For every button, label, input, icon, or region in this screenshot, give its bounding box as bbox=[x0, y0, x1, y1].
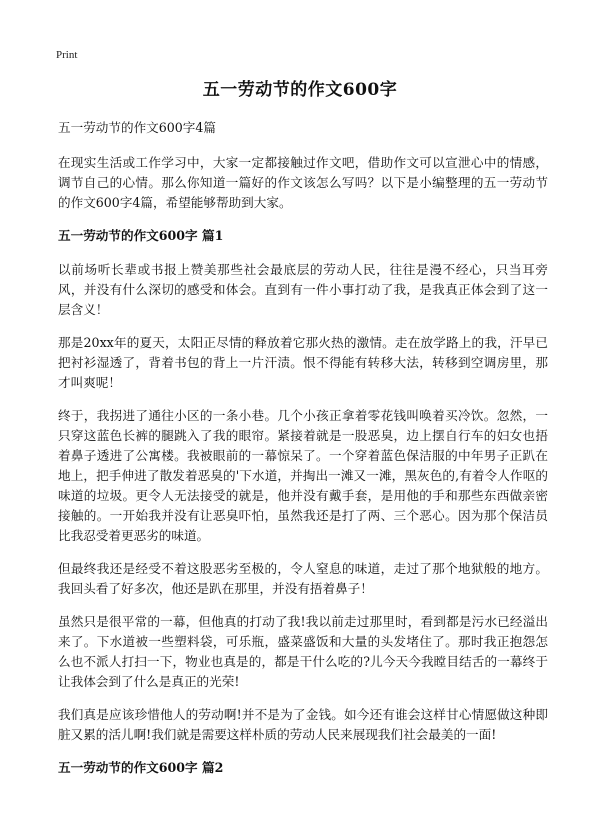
section-heading-1: 五一劳动节的作文600字 篇1 bbox=[58, 228, 224, 243]
page-title: 五一劳动节的作文600字 bbox=[202, 80, 398, 100]
paragraph: 我们真是应该珍惜他人的劳动啊!并不是为了金钱。如今还有谁会这样甘心情愿做这种即脏又累的活儿啊!我们就是需要这样朴质的劳动人民来展现我们社会最美的一面! bbox=[58, 707, 548, 742]
intro-paragraph: 在现实生活或工作学习中，大家一定都接触过作文吧，借助作文可以宣泄心中的情感，调节自己的心情。那么你知道一篇好的作文该怎么写吗？以下是小编整理的五一劳动节的作文600字4篇，希望能够帮助到大家。 bbox=[58, 155, 548, 210]
document-body bbox=[58, 118, 548, 792]
paragraph: 但最终我还是经受不着这股恶劣至极的，令人窒息的味道，走过了那个地狱般的地方。我回头看了好多次，他还是趴在那里，并没有捂着鼻子！ bbox=[58, 561, 548, 596]
print-link[interactable]: Print bbox=[56, 49, 78, 61]
paragraph: 虽然只是很平常的一幕，但他真的打动了我!我以前走过那里时，看到都是污水已经溢出来了。下水道被一些塑料袋，可乐瓶，盛菜盛饭和大量的头发堵住了。那时我正抱怨怎么也不派人打扫一下，物业也真是的，都是干什么吃的?儿今天今我瞠目结舌的一幕终于让我体会到了什么是真正的光荣! bbox=[58, 614, 548, 689]
document-subtitle: 五一劳动节的作文600字4篇 bbox=[58, 120, 216, 135]
paragraph: 那是20xx年的夏天，太阳正尽情的释放着它那火热的激情。走在放学路上的我，汗早已把衬衫湿透了，背着书包的背上一片汗渍。恨不得能有转移大法，转移到空调房里，那才叫爽呢！ bbox=[58, 335, 548, 390]
section-heading-2: 五一劳动节的作文600字 篇2 bbox=[58, 760, 224, 775]
paragraph: 终于，我拐进了通往小区的一条小巷。几个小孩正拿着零花钱叫唤着买冷饮。忽然，一只穿这蓝色长裤的腿跳入了我的眼帘。紧接着就是一股恶臭，边上摆自行车的妇女也捂着鼻子透进了公寓楼。我被眼前的一幕惊呆了。一个穿着蓝色保洁服的中年男子正趴在地上，把手伸进了散发着恶臭的'下水道，并掏出一滩又一滩，黑灰色的,有着令人作呕的味道的垃圾。更令人无法接受的就是，他并没有戴手套，是用他的手和那些东西做亲密接触的。一开始我并没有让恶臭吓怕，虽然我还是打了两、三个恶心。因为那个保洁员比我忍受着更恶劣的味道。 bbox=[58, 408, 548, 543]
paragraph: 以前场听长辈或书报上赞美那些社会最底层的劳动人民，往往是漫不经心，只当耳旁风，并没有什么深切的感受和体会。直到有一件小事打动了我，是我真正体会到了这一层含义！ bbox=[58, 262, 548, 317]
